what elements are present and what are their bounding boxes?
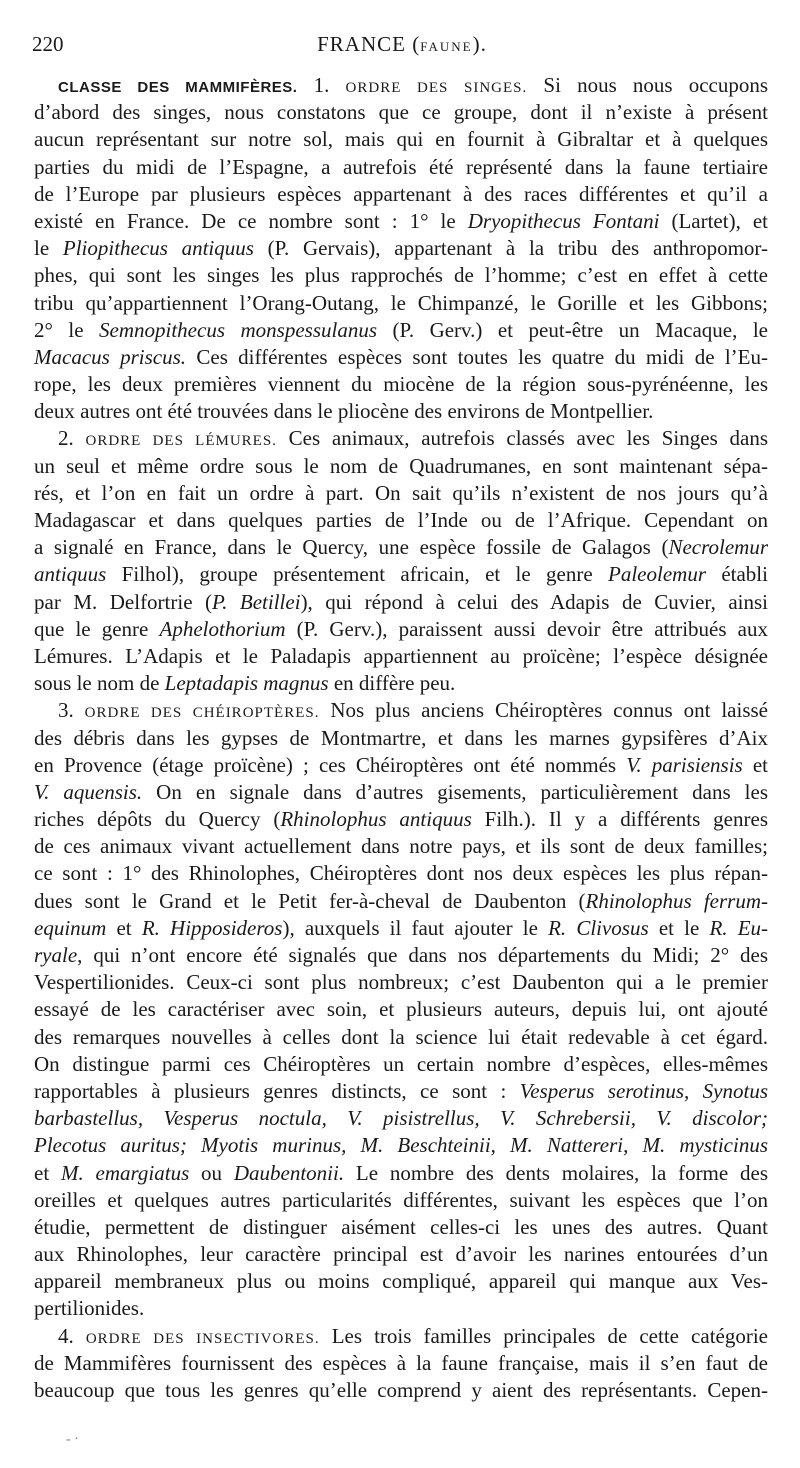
text-segment: et	[106, 915, 142, 940]
text-segment: de ces animaux vivant actuellement dans notre pays, et ils sont de deux familles;	[34, 834, 768, 859]
text-segment: deux autres ont été trouvées dans le pliocène des environs de Montpellier.	[34, 399, 654, 424]
text-line	[34, 1024, 768, 1051]
text-line	[34, 1051, 768, 1078]
text-segment: par M. Delfortrie (	[34, 589, 213, 614]
text-line	[34, 888, 768, 915]
text-segment: ce sont : 1° des Rhinolophes, Chéiroptères dont nos deux espèces les plus répan-	[34, 861, 768, 886]
text-line	[34, 181, 768, 208]
italic-term: Macacus priscus.	[34, 344, 187, 369]
text-line	[34, 371, 768, 398]
text-line	[34, 99, 768, 126]
text-line	[34, 1187, 768, 1214]
text-segment: essayé de les caractériser avec soin, et plusieurs auteurs, depuis lui, ont ajouté	[34, 997, 768, 1022]
text-line	[34, 126, 768, 153]
text-line	[34, 697, 768, 724]
text-line	[34, 1160, 768, 1187]
order-heading: ORDRE DES SINGES.	[345, 80, 528, 96]
text-segment: ), auxquels il faut ajouter le	[282, 915, 549, 940]
text-segment: rés, et l’on en fait un ordre à part. On sait qu’ils n’existent de nos jours qu’à	[34, 480, 768, 505]
italic-term: Paleolemur	[608, 562, 706, 587]
text-segment: et le	[648, 915, 710, 940]
italic-term: Semnopithecus monspessulanus	[99, 317, 377, 342]
text-line	[34, 72, 768, 99]
text-segment: 2° le	[34, 317, 100, 342]
text-segment: sous le nom de	[34, 671, 165, 696]
body-text	[34, 72, 768, 1404]
text-line	[34, 752, 768, 779]
italic-term: Necrolemur	[668, 535, 768, 560]
text-line	[34, 670, 768, 697]
text-line	[34, 860, 768, 887]
text-segment: Ces animaux, autrefois classés avec les Singes dans	[276, 426, 768, 451]
text-line	[34, 235, 768, 262]
text-line	[34, 1132, 768, 1159]
text-line	[34, 1078, 768, 1105]
italic-term: Leptadapis magnus	[164, 671, 329, 696]
text-segment: Ces différentes espèces sont toutes les quatre du midi de l’Eu-	[186, 344, 768, 369]
italic-term: P. Betillei	[212, 589, 301, 614]
text-line	[34, 589, 768, 616]
italic-term: R. Hipposideros	[141, 915, 283, 940]
text-line	[34, 425, 768, 452]
text-segment: oreilles et quelques autres particularités différentes, suivant les espèces que l’on	[34, 1187, 768, 1212]
text-segment: phes, qui sont les singes les plus rapprochés de l’homme; c’est en effet à cette	[34, 263, 768, 288]
order-heading: ORDRE DES INSECTIVORES.	[85, 1330, 320, 1347]
text-segment: riches dépôts du Quercy (	[34, 807, 281, 832]
text-line	[34, 507, 768, 534]
text-segment: beaucoup que tous les genres qu’elle comprend y aient des représentants. Cepen-	[34, 1378, 768, 1402]
text-line	[34, 1377, 768, 1404]
italic-term: Plecotus auritus; Myotis murinus, M. Beschteinii, M. Nattereri, M. mysticinus	[34, 1133, 768, 1158]
text-segment: 4.	[58, 1323, 86, 1348]
text-line	[34, 453, 768, 480]
italic-term: M. emargiatus	[60, 1160, 190, 1185]
text-segment: le	[34, 236, 63, 261]
text-line	[34, 262, 768, 289]
text-segment: aucun représentant sur notre sol, mais qui en fournit à Gibraltar et à quelques	[34, 127, 768, 152]
text-segment: Nos plus anciens Chéiroptères connus ont laissé	[319, 698, 768, 723]
text-segment: en diffère peu.	[328, 671, 456, 696]
text-line	[34, 1214, 768, 1241]
italic-term: barbastellus, Vesperus noctula, V. pisistrellus, V. Schrebersii, V. discolor;	[34, 1106, 768, 1131]
text-line	[34, 317, 768, 344]
text-segment: que le genre	[34, 616, 160, 641]
text-line	[34, 643, 768, 670]
text-segment: appareil membraneux plus ou moins compliqué, appareil qui manque aux Ves-	[34, 1269, 768, 1294]
text-segment: dues sont le Grand et le Petit fer-à-cheval de Daubenton (	[34, 888, 586, 913]
text-line	[34, 915, 768, 942]
text-line	[34, 561, 768, 588]
running-title: FRANCE (FAUNE).	[317, 32, 487, 56]
italic-term: antiquus	[34, 562, 107, 587]
text-line	[34, 154, 768, 181]
text-line	[34, 290, 768, 317]
text-segment: pertilionides.	[34, 1296, 145, 1321]
italic-term: Vesperus serotinus, Synotus	[519, 1078, 769, 1103]
italic-term: equinum	[34, 915, 107, 940]
text-segment: de l’Europe par plusieurs espèces appartenant à des races différentes et qu’il a	[34, 181, 768, 206]
text-line	[34, 344, 768, 371]
text-line	[34, 996, 768, 1023]
text-segment: des remarques nouvelles à celles dont la science lui était redevable à cet égard.	[34, 1024, 768, 1049]
text-line	[34, 208, 768, 235]
text-segment: Filh.). Il y a différents genres	[471, 807, 768, 832]
text-line	[34, 833, 768, 860]
italic-term: Rhinolophus antiquus	[280, 807, 472, 832]
text-segment: tribu qu’appartiennent l’Orang-Outang, le Chimpanzé, le Gorille et les Gibbons;	[34, 290, 768, 315]
italic-term: V. aquensis.	[34, 779, 143, 804]
text-segment: de Mammifères fournissent des espèces à la faune française, mais il s’en faut de	[34, 1350, 768, 1375]
italic-term: Daubentonii.	[233, 1160, 345, 1185]
italic-term: Aphelothorium	[159, 616, 286, 641]
text-line	[34, 1105, 768, 1132]
page-number: 220	[32, 32, 64, 56]
text-line	[34, 942, 768, 969]
text-segment: Le nombre des dents molaires, la forme des	[344, 1160, 769, 1185]
text-line	[34, 1323, 768, 1350]
text-segment: d’abord des singes, nous constatons que ce groupe, dont il n’existe à présent	[34, 100, 768, 125]
italic-term: Dryopithecus Fontani	[467, 208, 660, 233]
italic-term: R. Eu-	[709, 915, 769, 940]
text-line	[34, 779, 768, 806]
text-segment: On distingue parmi ces Chéiroptères un certain nombre d’espèces, elles-mêmes	[34, 1051, 768, 1076]
text-segment: Filhol), groupe présentement africain, et le genre	[106, 562, 609, 587]
text-segment: On en signale dans d’autres gisements, particulièrement dans les	[142, 779, 768, 804]
text-line	[34, 806, 768, 833]
running-title-smallcaps: FAUNE	[420, 39, 473, 54]
text-segment: Vespertilionides. Ceux-ci sont plus nombreux; c’est Daubenton qui a le premier	[34, 970, 768, 995]
text-line	[34, 725, 768, 752]
text-segment: en Provence (étage proïcène) ; ces Chéiroptères ont été nommés	[34, 752, 627, 777]
text-segment: 3.	[58, 698, 85, 723]
text-line	[34, 1350, 768, 1377]
page-header	[32, 30, 772, 64]
text-segment: étudie, permettent de distinguer aisément celles-ci les unes des autres. Quant	[34, 1214, 768, 1239]
text-segment: existé en France. De ce nombre sont : 1° le	[34, 208, 468, 233]
text-segment: ou	[189, 1160, 234, 1185]
footer-marks: - ·	[66, 1432, 79, 1447]
order-heading: ORDRE DES CHÉIROPTÈRES.	[84, 705, 320, 722]
text-line	[34, 398, 768, 425]
text-line	[34, 480, 768, 507]
text-line	[34, 616, 768, 643]
text-line	[34, 1241, 768, 1268]
text-segment: et	[34, 1160, 61, 1185]
text-segment: (P. Gerv.) et peut-être un Macaque, le	[377, 317, 768, 342]
italic-term: R. Clivosus	[548, 915, 649, 940]
text-segment: (P. Gerv.), paraissent aussi devoir être attribués aux	[285, 616, 768, 641]
text-segment: 1.	[297, 73, 346, 97]
italic-term: V. parisiensis	[626, 752, 743, 777]
text-line	[34, 534, 768, 561]
text-segment: ), qui répond à celui des Adapis de Cuvier, ainsi	[300, 589, 768, 614]
text-segment: , qui n’ont encore été signalés que dans nos départements du Midi; 2° des	[77, 943, 768, 967]
class-heading: CLASSE DES MAMMIFÈRES.	[58, 79, 298, 96]
text-segment: parties du midi de l’Espagne, a autrefois été représenté dans la faune tertiaire	[34, 154, 768, 179]
text-line	[34, 1295, 768, 1322]
order-heading: ORDRE DES LÉMURES.	[85, 433, 277, 450]
text-segment: rope, les deux premières viennent du miocène de la région sous-pyrénéenne, les	[34, 372, 768, 397]
text-segment: aux Rhinolophes, leur caractère principal est d’avoir les narines entourées d’un	[34, 1242, 768, 1267]
italic-term: ryale	[34, 943, 78, 967]
text-segment: Madagascar et dans quelques parties de l’Inde ou de l’Afrique. Cependant on	[34, 508, 768, 532]
text-segment: Lémures. L’Adapis et le Paladapis appartiennent au proïcène; l’espèce désignée	[34, 643, 768, 668]
text-segment: 2.	[58, 426, 86, 451]
text-segment: rapportables à plusieurs genres distincts, ce sont :	[34, 1078, 520, 1103]
text-segment: établi	[706, 562, 768, 587]
italic-term: Rhinolophus ferrum-	[585, 888, 769, 913]
text-line	[34, 969, 768, 996]
text-segment: des débris dans les gypses de Montmartre, et dans les marnes gypsifères d’Aix	[34, 725, 768, 750]
text-segment: a signalé en France, dans le Quercy, une espèce fossile de Galagos (	[34, 535, 669, 560]
text-segment: (Lartet), et	[659, 208, 769, 233]
text-segment: et	[742, 752, 768, 777]
text-segment: Si nous nous occupons	[527, 73, 769, 97]
text-segment: un seul et même ordre sous le nom de Quadrumanes, en sont maintenant sépa-	[34, 453, 768, 478]
text-segment: (P. Gervais), appartenant à la tribu des anthropomor-	[253, 236, 768, 261]
italic-term: Pliopithecus antiquus	[62, 236, 254, 261]
text-segment: Les trois familles principales de cette catégorie	[319, 1323, 768, 1348]
text-line	[34, 1268, 768, 1295]
